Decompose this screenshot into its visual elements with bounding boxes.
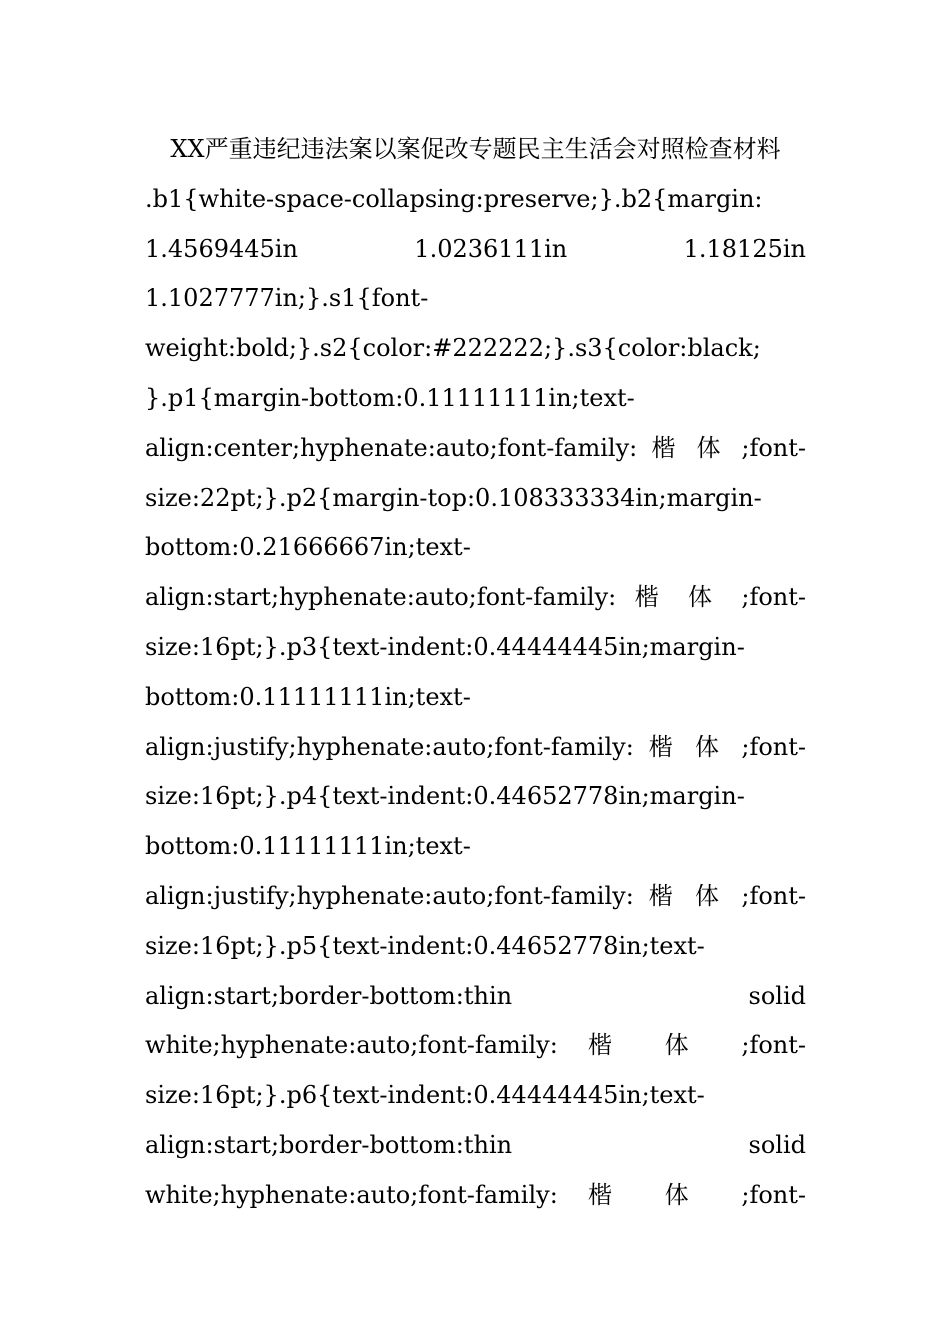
body-line: white;hyphenate:auto;font-family: 楷 体 ;font- [145,1031,806,1060]
body-line: white;hyphenate:auto;font-family: 楷 体 ;font- [145,1180,806,1209]
document-body [145,125,806,1221]
body-line: 1.4569445in 1.0236111in 1.18125in [145,234,806,263]
body-line: bottom:0.11111111in;text- [145,832,471,861]
body-line: }.p1{margin-bottom:0.11111111in;text- [145,383,635,412]
body-line: size:16pt;}.p3{text-indent:0.44444445in;margin- [145,632,745,661]
body-line: size:16pt;}.p5{text-indent:0.44652778in;text- [145,931,705,960]
body-line: align:justify;hyphenate:auto;font-family: 楷 体 ;font- [145,732,806,761]
document-title: XX严重违纪违法案以案促改专题民主生活会对照检查材料 [170,135,781,163]
body-line: size:16pt;}.p6{text-indent:0.44444445in;text- [145,1081,705,1110]
body-line: align:start;border-bottom:thin solid [145,1130,806,1159]
body-line: 1.1027777in;}.s1{font- [145,284,429,313]
body-line: align:start;border-bottom:thin solid [145,981,806,1010]
body-line: size:16pt;}.p4{text-indent:0.44652778in;margin- [145,782,745,811]
body-line: bottom:0.21666667in;text- [145,533,471,562]
body-line: align:start;hyphenate:auto;font-family: 楷 体 ;font- [145,583,806,612]
body-line: size:22pt;}.p2{margin-top:0.108333334in;margin- [145,483,762,512]
body-line: bottom:0.11111111in;text- [145,682,471,711]
body-line: align:center;hyphenate:auto;font-family: 楷 体 ;font- [145,433,806,462]
body-line: .b1{white-space-collapsing:preserve;}.b2{margin: [145,184,763,213]
body-line: align:justify;hyphenate:auto;font-family: 楷 体 ;font- [145,881,806,910]
body-lines [145,175,806,1221]
body-line: weight:bold;}.s2{color:#222222;}.s3{color:black; [145,334,761,363]
